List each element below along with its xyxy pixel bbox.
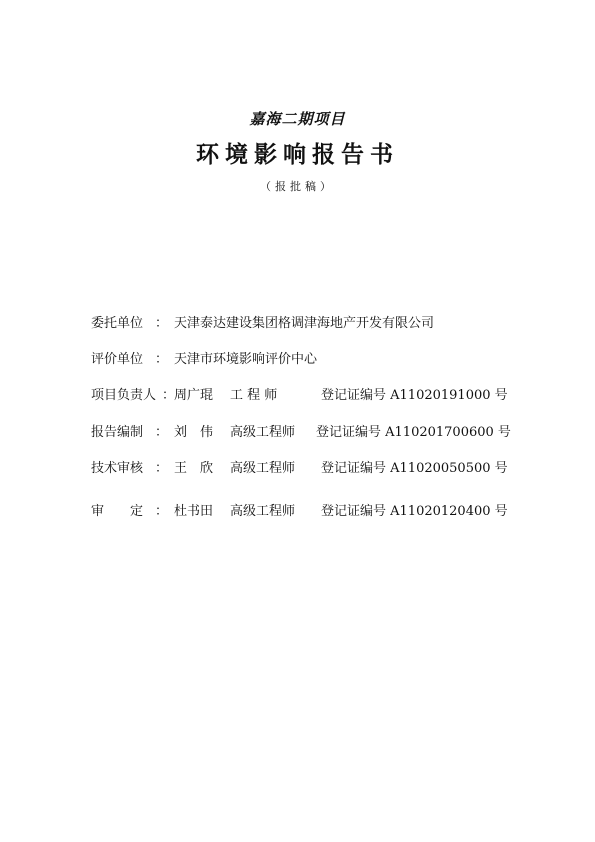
technical-reviewer-title: 高级工程师 bbox=[230, 461, 296, 476]
commissioning-unit-colon: ： bbox=[155, 316, 169, 331]
technical-reviewer-name: 王 欣 bbox=[174, 461, 214, 476]
project-leader-colon: ： bbox=[162, 388, 176, 403]
approver-label: 审 定 bbox=[91, 504, 144, 519]
report-preparer-colon: ： bbox=[155, 425, 169, 440]
assessment-unit-value: 天津市环境影响评价中心 bbox=[174, 352, 318, 367]
approver-title: 高级工程师 bbox=[230, 504, 296, 519]
assessment-unit-label: 评价单位 bbox=[91, 352, 144, 367]
project-leader-label: 项目负责人 bbox=[91, 388, 157, 403]
report-preparer-name: 刘 伟 bbox=[174, 425, 214, 440]
report-preparer-label: 报告编制 bbox=[91, 425, 144, 440]
commissioning-unit-label: 委托单位 bbox=[91, 316, 144, 331]
assessment-unit-colon: ： bbox=[155, 352, 169, 367]
report-preparer-title: 高级工程师 bbox=[230, 425, 296, 440]
project-leader-title: 工 程 师 bbox=[230, 388, 278, 403]
commissioning-unit-value: 天津泰达建设集团格调津海地产开发有限公司 bbox=[174, 316, 435, 331]
technical-reviewer-registration: 登记证编号 A11020050500 号 bbox=[321, 461, 508, 476]
report-subtitle: （报批稿） bbox=[260, 180, 335, 193]
technical-reviewer-label: 技术审核 bbox=[91, 461, 144, 476]
report-title: 环境影响报告书 bbox=[196, 141, 399, 168]
technical-reviewer-colon: ： bbox=[155, 461, 169, 476]
approver-registration: 登记证编号 A11020120400 号 bbox=[321, 504, 508, 519]
project-name: 嘉海二期项目 bbox=[249, 110, 346, 128]
report-preparer-registration: 登记证编号 A110201700600 号 bbox=[316, 425, 511, 440]
approver-name: 杜书田 bbox=[174, 504, 214, 519]
project-leader-name: 周广琨 bbox=[174, 388, 214, 403]
project-leader-registration: 登记证编号 A11020191000 号 bbox=[321, 388, 508, 403]
approver-colon: ： bbox=[155, 504, 169, 519]
